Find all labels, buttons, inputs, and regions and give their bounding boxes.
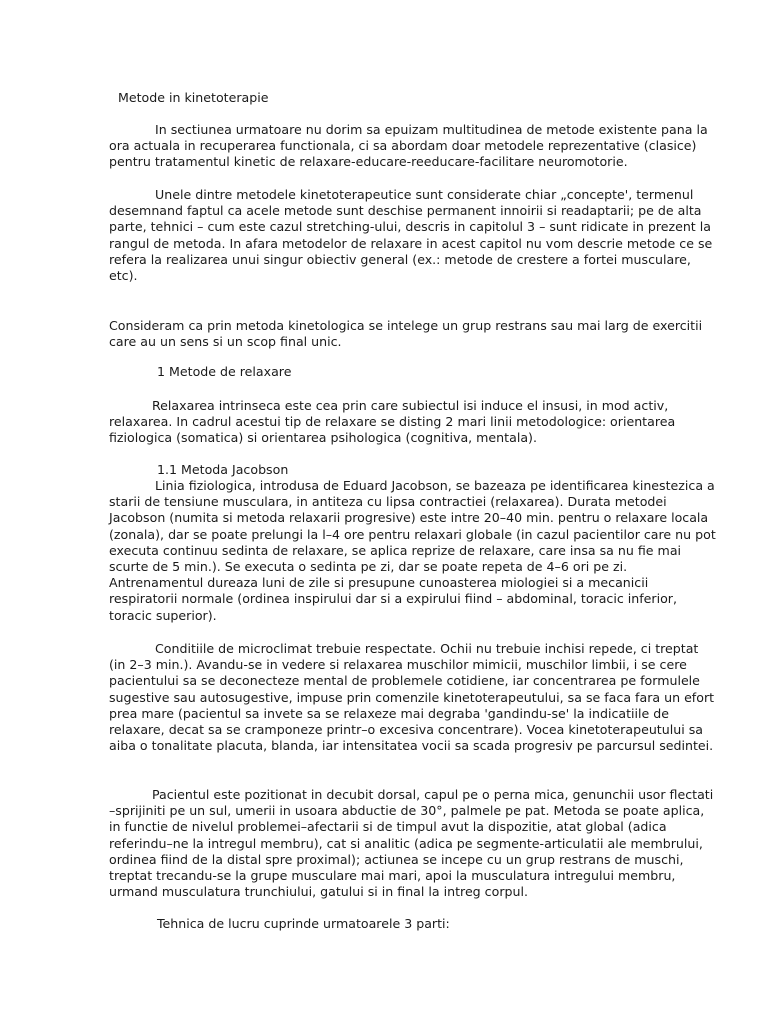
heading-section-1-1: 1.1 Metoda Jacobson	[157, 462, 289, 477]
heading-section-1: 1 Metode de relaxare	[157, 364, 292, 379]
paragraph-concepts: Unele dintre metodele kinetoterapeutice sunt considerate chiar „concepte', termenul desemnand faptul ca acele metode sunt deschise permanent innoirii si readaptarii; pe de alta parte, tehnici – cum este cazul stretching-ului, descris in capitolul 3 – sunt ridicate in prezent la rangul de metoda. In afara metodelor de relaxare in acest capitol nu vom descrie metode ce se refera la realizarea unui singur obiectiv general (ex.: metode de crestere a fortei musculare, etc).	[109, 187, 713, 284]
paragraph-intro: In sectiunea urmatoare nu dorim sa epuizam multitudinea de metode existente pana la ora actuala in recuperarea functionala, ci sa abordam doar metodele reprezentative (clasice) pentru tratamentul kinetic de relaxare-educare-reeducare-facilitare neuromotorie.	[109, 122, 708, 170]
paragraph-definition: Consideram ca prin metoda kinetologica se intelege un grup restrans sau mai larg de exercitii care au un sens si un scop final unic.	[109, 318, 703, 350]
paragraph-positioning: Pacientul este pozitionat in decubit dorsal, capul pe o perna mica, genunchii usor flectati –sprijiniti pe un sul, umerii in usoara abductie de 30°, palmele pe pat. Metoda se poate aplica, in functie de nivelul problemei–afectarii si de timpul avut la dispozitie, atat global (adica referindu–ne la intregul membru), cat si analitic (adica pe segmente-articulatii ale membrului, ordinea fiind de la distal spre proximal); actiunea se incepe cu un grup restrans de muschi, treptat trecandu-se la grupe musculare mai mari, apoi la musculatura intregului membru, urmand musculatura trunchiului, gatului si in final la intreg corpul.	[109, 787, 714, 900]
document-title: Metode in kinetoterapie	[118, 90, 269, 105]
paragraph-technique: Tehnica de lucru cuprinde urmatoarele 3 parti:	[157, 916, 450, 931]
paragraph-relaxation: Relaxarea intrinseca este cea prin care subiectul isi induce el insusi, in mod activ, relaxarea. In cadrul acestui tip de relaxare se disting 2 mari linii metodologice: orientarea fiziologica (somatica) si orientarea psihologica (cognitiva, mentala).	[109, 398, 676, 446]
paragraph-jacobson: Linia fiziologica, introdusa de Eduard Jacobson, se bazeaza pe identificarea kinestezica a starii de tensiune musculara, in antiteza cu lipsa contractiei (relaxarea). Durata metodei Jacobson (numita si metoda relaxarii progresive) este intre 20–40 min. pentru o relaxare locala (zonala), dar se poate prelungi la l–4 ore pentru relaxari globale (in cazul pacientilor care nu pot executa continuu sedinta de relaxare, se aplica reprize de relaxare, care insa sa nu fie mai scurte de 5 min.). Se executa o sedinta pe zi, dar se poate repeta de 4–6 ori pe zi. Antrenamentul dureaza luni de zile si presupune cunoasterea miologiei si a mecanicii respiratorii normale (ordinea inspirului dar si a expirului fiind – abdominal, toracic inferior, toracic superior).	[109, 478, 716, 623]
paragraph-conditions: Conditiile de microclimat trebuie respectate. Ochii nu trebuie inchisi repede, ci treptat (in 2–3 min.). Avandu-se in vedere si relaxarea muschilor mimicii, muschilor limbii, i se cere pacientului sa se deconecteze mental de problemele cotidiene, iar concentrarea pe formulele sugestive sau autosugestive, impuse prin comenzile kinetoterapeutului, sa se faca fara un efort prea mare (pacientul sa invete sa se relaxeze mai degraba 'gandindu-se' la indicatiile de relaxare, decat sa se cramponeze printr–o excesiva concentrare). Vocea kinetoterapeutului sa aiba o tonalitate placuta, blanda, iar intensitatea vocii sa scada progresiv pe parcursul sedintei.	[109, 641, 715, 754]
